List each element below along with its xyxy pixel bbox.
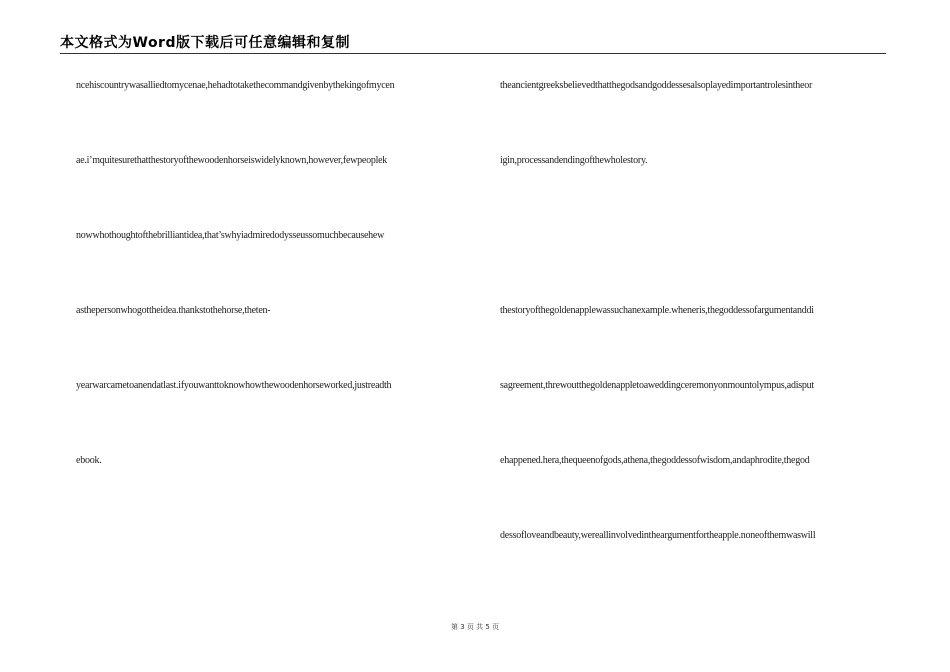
text-line: sagreement,threwoutthegoldenappletoaweddingceremonyonmountolympus,adisput <box>500 380 814 391</box>
text-line: ncehiscountrywasalliedtomycenae,hehadtotakethecommandgivenbythekingofmycen <box>76 80 395 91</box>
text-line: theancientgreeksbelievedthatthegodsandgoddessesalsoplayedimportantrolesintheor <box>500 80 813 91</box>
text-line: thestoryofthegoldenapplewassuchanexample.wheneris,thegoddessofargumentanddi <box>500 305 814 316</box>
text-line: yearwarcametoanendatlast.ifyouwanttoknowhowthewoodenhorseworked,justreadth <box>76 380 392 391</box>
text-line: nowwhothoughtofthebrilliantidea,that’swhyiadmiredodysseussomuchbecausehew <box>76 230 385 241</box>
text-line: ehappened.hera,thequeenofgods,athena,thegoddessofwisdom,andaphrodite,thegod <box>500 455 810 466</box>
text-line: ebook. <box>76 455 102 466</box>
header-title: 本文格式为Word版下载后可任意编辑和复制 <box>60 35 350 51</box>
text-line: dessofloveandbeauty,wereallinvolvedintheargumentfortheapple.noneofthemwaswill <box>500 530 816 541</box>
header-divider <box>60 53 886 54</box>
text-line: asthepersonwhogottheidea.thankstothehorse,theten- <box>76 305 271 316</box>
page-number-footer: 第 3 页 共 5 页 <box>450 623 500 631</box>
text-line: ae.i’mquitesurethatthestoryofthewoodenhorseiswidelyknown,however,fewpeoplek <box>76 155 388 166</box>
text-line: igin,processandendingofthewholestory. <box>500 155 648 166</box>
